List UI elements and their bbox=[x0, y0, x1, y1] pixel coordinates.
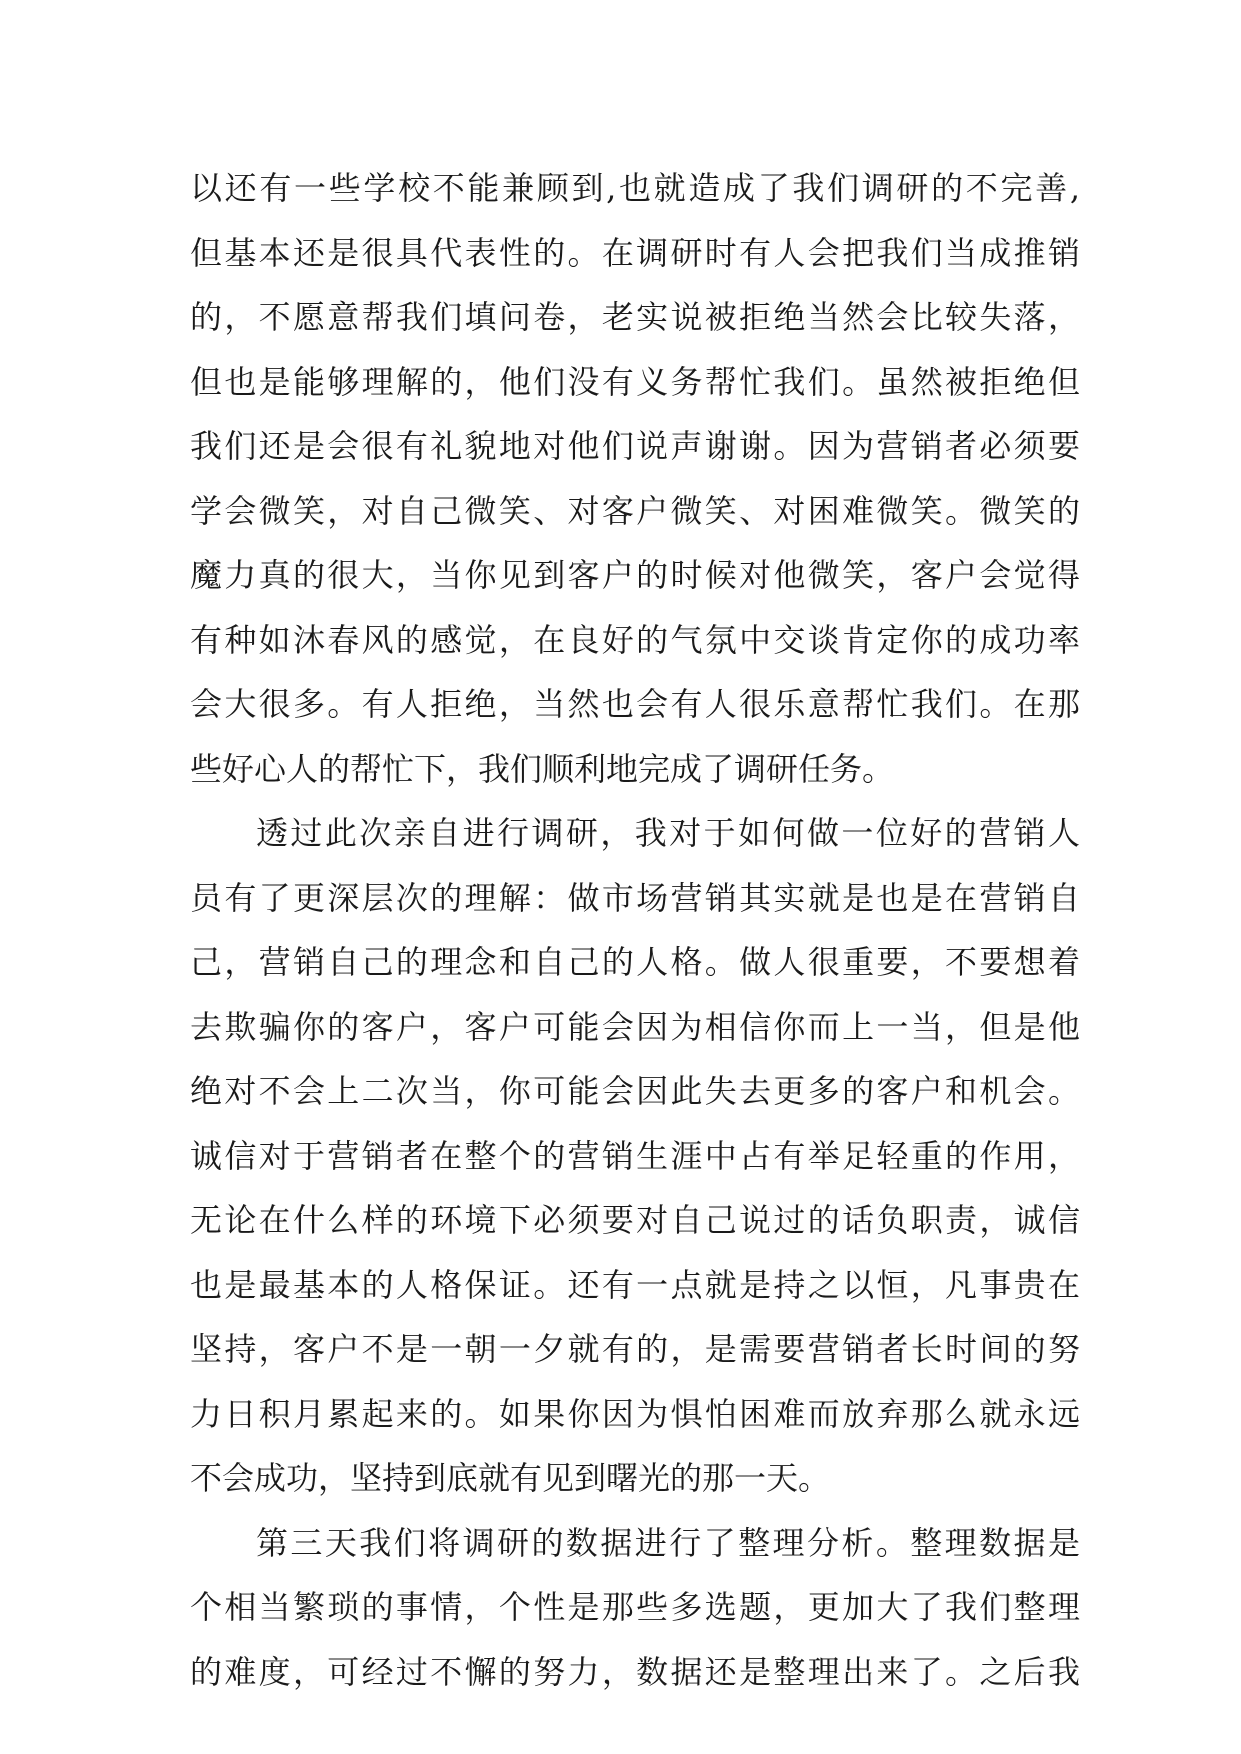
text-line: 己，营销自己的理念和自己的人格。做人很重要，不要想着 bbox=[190, 943, 1080, 981]
text-line: 坚持，客户不是一朝一夕就有的，是需要营销者长时间的努 bbox=[190, 1330, 1080, 1368]
text-line: 有种如沐春风的感觉，在良好的气氛中交谈肯定你的成功率 bbox=[190, 620, 1080, 659]
text-line: 我们还是会很有礼貌地对他们说声谢谢。因为营销者必须要 bbox=[190, 427, 1080, 465]
text-line: 的难度，可经过不懈的努力，数据还是整理出来了。之后我 bbox=[190, 1652, 1080, 1691]
text-line: 但基本还是很具代表性的。在调研时有人会把我们当成推销 bbox=[190, 233, 1080, 272]
document-body bbox=[190, 168, 1080, 1716]
text-line: 不会成功，坚持到底就有见到曙光的那一天。 bbox=[190, 1459, 831, 1497]
text-line: 绝对不会上二次当，你可能会因此失去更多的客户和机会。 bbox=[190, 1072, 1080, 1110]
text-line: 些好心人的帮忙下，我们顺利地完成了调研任务。 bbox=[190, 749, 895, 788]
paragraph-first-line: 透过此次亲自进行调研，我对于如何做一位好的营销人 bbox=[256, 814, 1080, 852]
text-line: 的，不愿意帮我们填问卷，老实说被拒绝当然会比较失落， bbox=[190, 298, 1080, 336]
text-line: 去欺骗你的客户，客户可能会因为相信你而上一当，但是他 bbox=[190, 1007, 1080, 1046]
text-line: 但也是能够理解的，他们没有义务帮忙我们。虽然被拒绝但 bbox=[190, 362, 1080, 401]
text-line: 魔力真的很大，当你见到客户的时候对他微笑，客户会觉得 bbox=[190, 556, 1080, 594]
text-line: 也是最基本的人格保证。还有一点就是持之以恒，凡事贵在 bbox=[190, 1265, 1080, 1304]
text-line: 以还有一些学校不能兼顾到,也就造成了我们调研的不完善, bbox=[190, 169, 1080, 207]
text-line: 个相当繁琐的事情，个性是那些多选题，更加大了我们整理 bbox=[190, 1588, 1080, 1626]
text-line: 会大很多。有人拒绝，当然也会有人很乐意帮忙我们。在那 bbox=[190, 685, 1080, 723]
text-line: 诚信对于营销者在整个的营销生涯中占有举足轻重的作用， bbox=[190, 1136, 1080, 1175]
text-line: 力日积月累起来的。如果你因为惧怕困难而放弃那么就永远 bbox=[190, 1394, 1080, 1433]
text-line: 学会微笑，对自己微笑、对客户微笑、对困难微笑。微笑的 bbox=[190, 491, 1080, 530]
paragraph-first-line: 第三天我们将调研的数据进行了整理分析。整理数据是 bbox=[256, 1523, 1080, 1562]
text-line: 员有了更深层次的理解：做市场营销其实就是也是在营销自 bbox=[190, 878, 1080, 917]
text-line: 无论在什么样的环境下必须要对自己说过的话负职责，诚信 bbox=[190, 1201, 1080, 1239]
